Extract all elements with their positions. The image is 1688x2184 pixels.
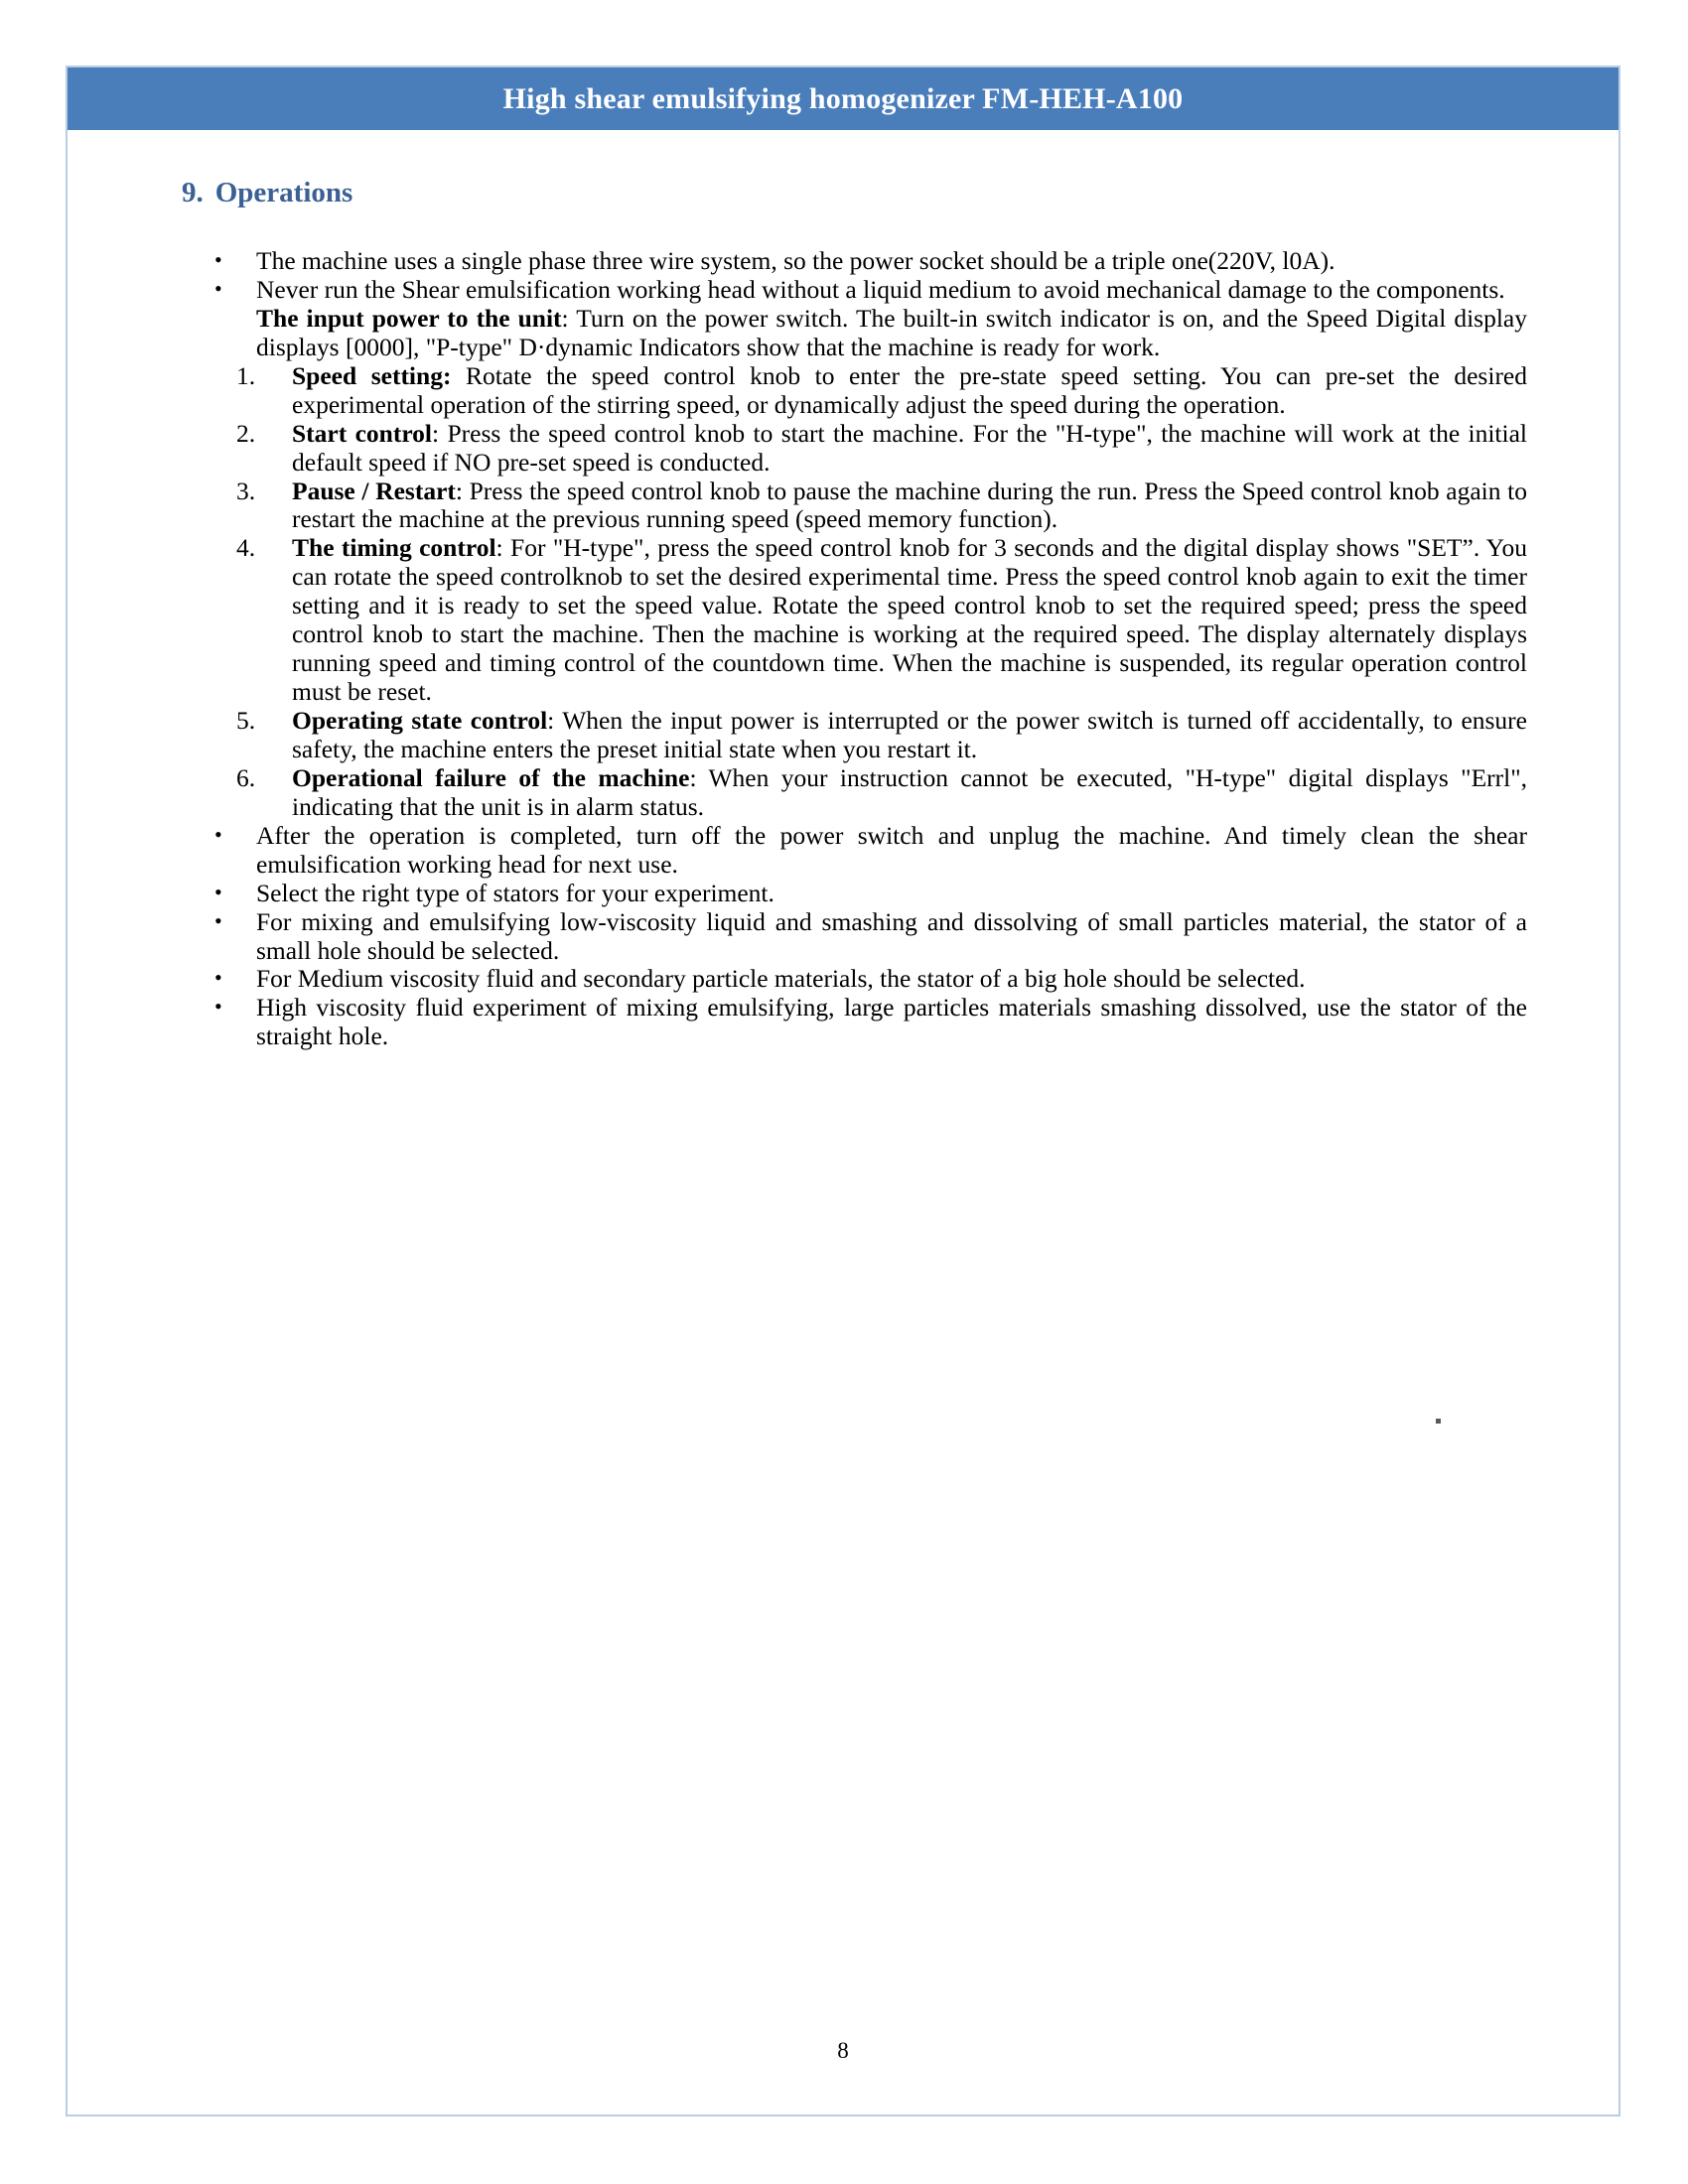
bullet-text: After the operation is completed, turn off the power switch and unplug the machine. And timely clean the shear emulsification working head for next use.: [256, 820, 1527, 879]
operations-body: [189, 247, 1527, 1051]
bullet-text: For mixing and emulsifying low-viscosity liquid and smashing and dissolving of small particles material, the stator of a small hole should be selected.: [256, 906, 1527, 965]
section-title: Operations: [214, 177, 353, 208]
item-text: : For "H-type", press the speed control knob for 3 seconds and the digital display shows "SET”. You can rotate the speed controlknob to set the desired experimental time. Press the speed control knob again to exit the timer setting and it is ready to set the speed value. Rotate the speed control knob to set the required speed; press the speed control knob to start the machine. Then the machine is working at the required speed. The display alternately displays running speed and timing control of the countdown time. When the machine is suspended, its regular operation control must be reset.: [292, 533, 1528, 707]
item-lead: Speed setting:: [292, 360, 452, 390]
list-item: [189, 822, 1527, 880]
item-text: : When the input power is interrupted or the power switch is turned off accidentally, to ensure safety, the machine enters the preset initial state when you restart it.: [292, 706, 1527, 763]
item-marker: 6.: [236, 762, 256, 792]
input-power-rest: : Turn on the power switch. The built-in switch indicator is on, and the Speed Digital display displays [0000], "P-type" D·dynamic Indicators show that the machine is ready for work.: [256, 303, 1527, 361]
list-item: [189, 247, 1527, 276]
item-lead: Pause / Restart: [292, 476, 456, 505]
bullet-text: Never run the Shear emulsification working head without a liquid medium to avoid mechanical damage to the components.: [256, 274, 1505, 304]
item-marker: 2.: [236, 418, 256, 448]
bullet-text: The machine uses a single phase three wire system, so the power socket should be a triple one(220V, l0A).: [256, 246, 1336, 275]
list-item: [236, 707, 1527, 764]
item-lead: The timing control: [292, 533, 496, 563]
list-item: [236, 764, 1527, 822]
list-item: [236, 534, 1527, 707]
list-item: [236, 362, 1527, 420]
input-power-lead: The input power to the unit: [256, 303, 562, 333]
section-number: 9.: [182, 177, 204, 208]
input-power-paragraph: [189, 305, 1527, 362]
list-item: [189, 965, 1527, 994]
bullet-text: Select the right type of stators for your experiment.: [256, 878, 774, 907]
document-page: [66, 66, 1620, 2116]
section-heading: [182, 177, 352, 209]
item-text: : When your instruction cannot be executed, "H-type" digital displays "Errl", indicating that the unit is in alarm status.: [292, 762, 1527, 821]
stray-ink-dot: [1436, 1419, 1441, 1424]
list-item: [236, 478, 1527, 535]
list-item: [189, 908, 1527, 966]
closing-bullet-list: [189, 822, 1527, 1052]
item-text: : Press the speed control knob to pause the machine during the run. Press the Speed control knob again to restart the machine at the previous running speed (speed memory function).: [292, 476, 1527, 534]
bullet-text: For Medium viscosity fluid and secondary particle materials, the stator of a big hole should be selected.: [256, 964, 1306, 994]
list-item: [189, 276, 1527, 305]
operations-numbered-list: [189, 362, 1527, 822]
page-header-band: [68, 68, 1618, 130]
item-marker: 3.: [236, 476, 256, 505]
page-number: 8: [837, 2038, 849, 2063]
item-lead: Operational failure of the machine: [292, 762, 690, 792]
bullet-text: High viscosity fluid experiment of mixing emulsifying, large particles materials smashing dissolved, use the stator of the straight hole.: [256, 993, 1527, 1051]
list-item: [189, 994, 1527, 1051]
item-lead: Start control: [292, 418, 433, 448]
item-text: : Press the speed control knob to start the machine. For the "H-type", the machine will work at the initial default speed if NO pre-set speed is conducted.: [292, 418, 1527, 477]
item-lead: Operating state control: [292, 706, 548, 735]
document-title: High shear emulsifying homogenizer FM-HEH-A100: [502, 81, 1184, 115]
list-item: [236, 420, 1527, 478]
item-marker: 1.: [236, 360, 256, 390]
item-marker: 4.: [236, 533, 256, 563]
list-item: [189, 880, 1527, 908]
item-marker: 5.: [236, 706, 256, 735]
item-text: Rotate the speed control knob to enter the pre-state speed setting. You can pre-set the desired experimental operation of the stirring speed, or dynamically adjust the speed during the operation.: [292, 360, 1528, 419]
intro-bullet-list: [189, 247, 1527, 305]
page-content: [68, 130, 1618, 2115]
